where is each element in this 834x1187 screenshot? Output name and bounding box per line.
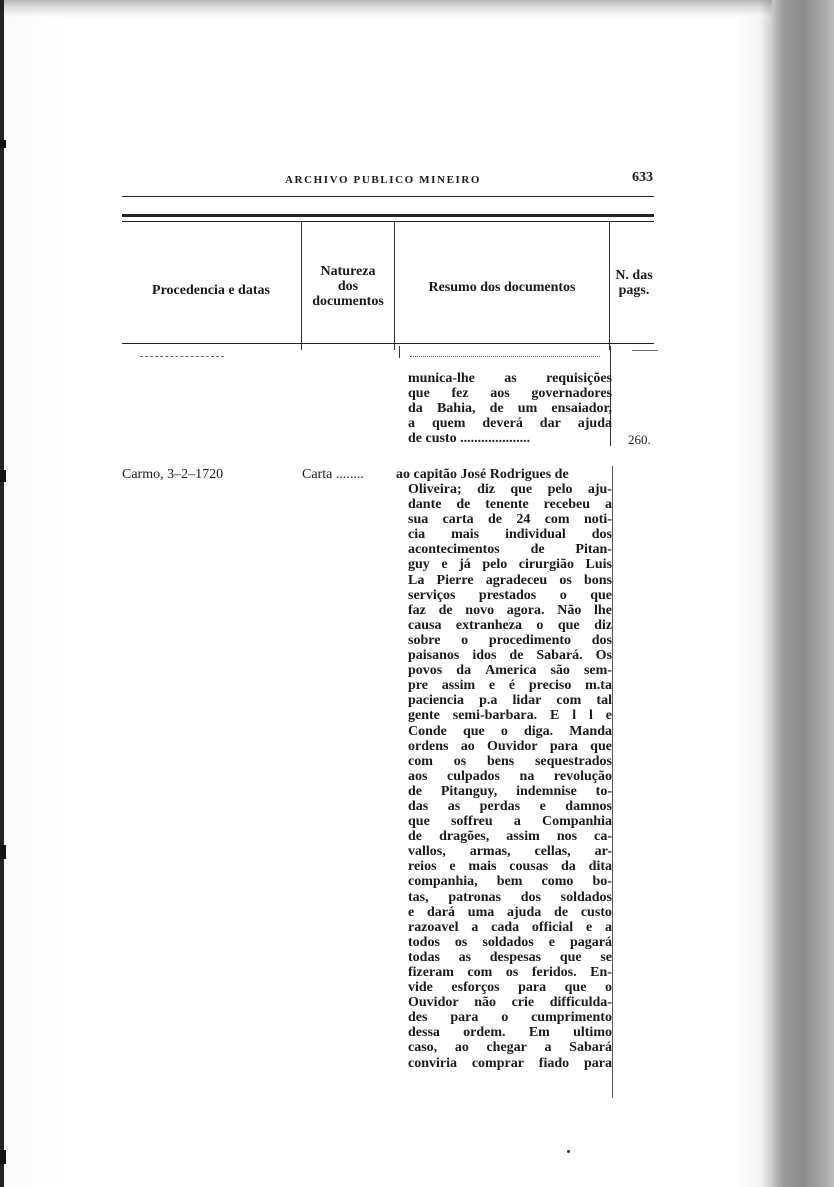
column-header-resumo: Resumo dos documentos <box>428 280 576 295</box>
summary-line: conviria comprar fiado para <box>408 1055 612 1071</box>
column-divider-fragment <box>399 346 400 358</box>
summary-line: aos culpados na revolução <box>408 768 612 784</box>
summary-line: das as perdas e damnos <box>408 798 612 814</box>
summary-line: com os bens sequestrados <box>408 753 612 769</box>
summary-line: fizeram com os feridos. En- <box>408 965 612 980</box>
margin-mark <box>0 470 6 482</box>
summary-line: cia mais individual dos <box>408 527 612 543</box>
summary-line: acontecimentos de Pitan- <box>408 542 612 558</box>
summary-line: sobre o procedimento dos <box>408 632 612 648</box>
ink-dot <box>567 1150 570 1153</box>
summary-line: tas, patronas dos soldados <box>408 889 612 905</box>
column-divider <box>394 222 395 350</box>
column-header-pags: N. das pags. <box>615 268 653 298</box>
summary-line: da Bahia, de um ensaiador, <box>408 401 612 417</box>
summary-line: Oliveira; diz que pelo aju- <box>408 482 612 497</box>
summary-line: munica-lhe as requisições <box>408 371 612 386</box>
summary-line: faz de novo agora. Não lhe <box>408 602 612 618</box>
summary-line: vallos, armas, cellas, ar- <box>408 844 612 860</box>
summary-line: de dragões, assim nos ca- <box>408 829 612 845</box>
summary-line: La Pierre agradeceu os bons <box>408 572 612 588</box>
summary-line: paciencia p.a lidar com tal <box>408 693 612 709</box>
summary-line: vide esforços para que o <box>408 980 612 996</box>
summary-line: razoavel a cada official e a <box>408 919 612 935</box>
summary-line: povos da America são sem- <box>408 663 612 679</box>
summary-line: serviços prestados o que <box>408 587 612 603</box>
column-header-natureza: Natureza dos documentos <box>312 264 384 309</box>
continuation-dash <box>410 356 600 357</box>
summary-line: e dará uma ajuda de custo <box>408 904 612 920</box>
continuation-dash <box>632 350 658 351</box>
column-header-procedencia: Procedencia e datas <box>152 283 270 298</box>
summary-line: dante de tenente recebeu a <box>408 497 612 513</box>
running-header: ARCHIVO PUBLICO MINEIRO <box>285 174 482 186</box>
summary-line: companhia, bem como bo- <box>408 874 612 890</box>
summary-line: caso, ao chegar a Sabará <box>408 1040 612 1056</box>
table-top-rule-thin <box>122 221 654 222</box>
summary-line: que fez aos governadores <box>408 386 612 402</box>
summary-line: causa extranheza o que diz <box>408 617 612 633</box>
summary-line: que soffreu a Companhia <box>408 814 612 830</box>
summary-line: sua carta de 24 com noti- <box>408 512 612 528</box>
entry-nature: Carta ........ <box>302 467 364 482</box>
page-number: 633 <box>632 170 653 185</box>
summary-line: paisanos idos de Sabará. Os <box>408 648 612 664</box>
entry-summary <box>408 482 612 1071</box>
entry-summary-first-line: ao capitão José Rodrigues de <box>396 467 569 482</box>
book-binding <box>772 0 834 1187</box>
summary-line: dessa ordem. Em ultimo <box>408 1025 612 1041</box>
table-top-rule <box>122 214 654 217</box>
summary-line: todos os soldados e pagará <box>408 934 612 950</box>
summary-line: Ouvidor não crie difficulda- <box>408 995 612 1011</box>
entry-origin-date: Carmo, 3–2–1720 <box>122 467 224 482</box>
summary-line: des para o cumprimento <box>408 1010 612 1026</box>
scan-left-edge <box>0 0 4 1187</box>
summary-line: pre assim e é preciso m.ta <box>408 678 612 694</box>
summary-line: gente semi-barbara. E l l e <box>408 708 612 724</box>
summary-line: Conde que o diga. Manda <box>408 723 612 739</box>
summary-line: guy e já pelo cirurgião Luis <box>408 557 612 573</box>
summary-line: de custo .................... <box>408 431 531 447</box>
column-divider <box>612 466 613 1098</box>
summary-line: todas as despesas que se <box>408 949 612 965</box>
continuation-summary <box>408 371 612 446</box>
scan-top-edge <box>0 0 834 18</box>
table-header-rule <box>122 343 654 344</box>
summary-line: a quem deverá dar ajuda <box>408 416 612 432</box>
summary-line: reios e mais cousas da dita <box>408 859 612 875</box>
summary-line: ordens ao Ouvidor para que <box>408 738 612 754</box>
margin-mark <box>0 845 6 859</box>
header-rule <box>122 196 654 197</box>
margin-mark <box>0 140 6 148</box>
continuation-dash <box>140 356 224 357</box>
margin-mark <box>0 1150 6 1164</box>
summary-line: de Pitanguy, indemnise to- <box>408 783 612 799</box>
page-reference: 260. <box>628 432 651 447</box>
